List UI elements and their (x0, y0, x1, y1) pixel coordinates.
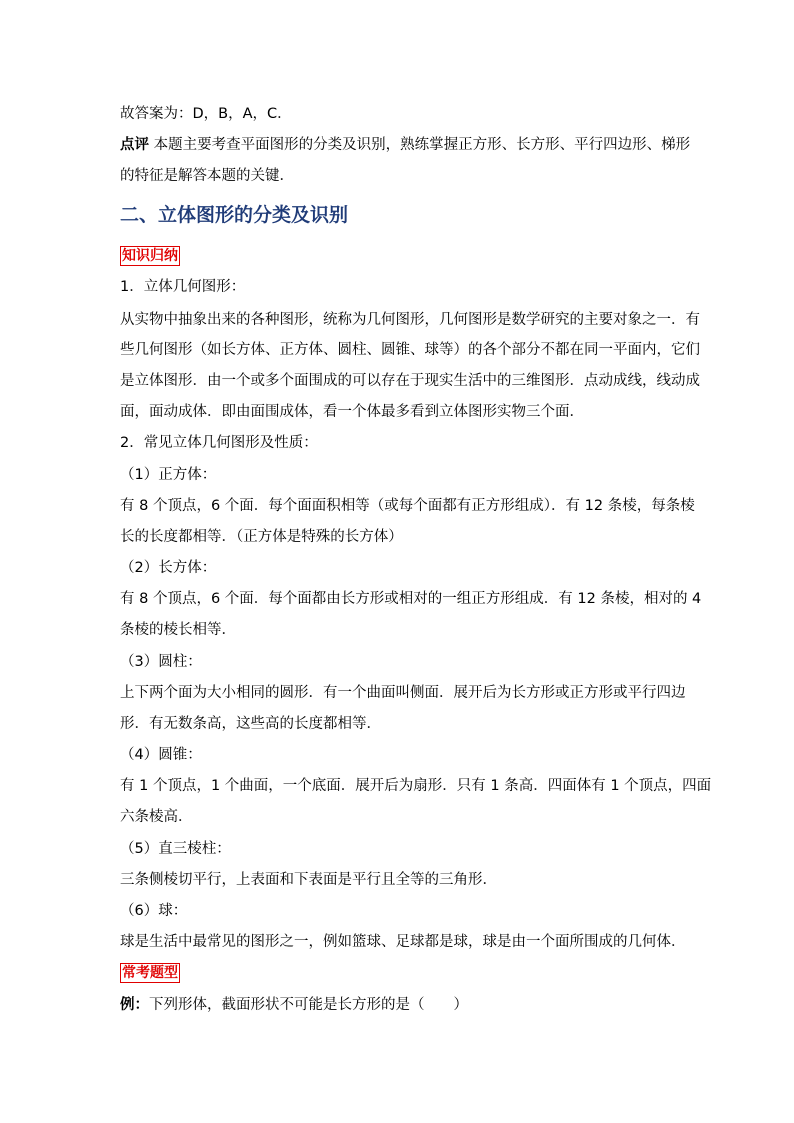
cylinder-title: （3）圆柱： (120, 654, 202, 670)
cuboid-line-1: 有 8 个顶点，6 个面．每个面都由长方形或相对的一组正方形组成．有 12 条棱，相对的 4 (120, 591, 702, 607)
cube-title: （1）正方体： (120, 467, 217, 483)
prism-line-1: 三条侧棱切平行，上表面和下表面是平行且全等的三角形． (120, 872, 497, 888)
sphere-line-1: 球是生活中最常见的图形之一，例如篮球、足球都是球，球是由一个面所围成的几何体． (120, 934, 686, 950)
exam-tag: 常考题型 (122, 965, 178, 981)
item1-line-4: 面，面动成体．即由面围成体，看一个体最多看到立体图形实物三个面． (120, 404, 584, 420)
knowledge-tag: 知识归纳 (122, 248, 178, 264)
example-line (120, 995, 680, 1015)
cone-title: （4）圆锥： (120, 747, 202, 763)
comment-label: 点评 (120, 137, 149, 153)
cone-line-1: 有 1 个顶点，1 个曲面，一个底面．展开后为扇形．只有 1 条高．四面体有 1 个顶点，四面 (120, 778, 712, 794)
cube-line-2: 长的长度都相等．（正方体是特殊的长方体） (120, 529, 403, 545)
item1-line-1: 从实物中抽象出来的各种图形，统称为几何图形，几何图形是数学研究的主要对象之一．有 (120, 312, 700, 328)
item1-line-3: 是立体图形．由一个或多个面围成的可以存在于现实生活中的三维图形．点动成线，线动成 (120, 373, 700, 389)
cylinder-line-2: 形．有无数条高，这些高的长度都相等． (120, 716, 381, 732)
cylinder-line-1: 上下两个面为大小相同的圆形．有一个曲面叫侧面．展开后为长方形或正方形或平行四边 (120, 685, 686, 701)
prism-title: （5）直三棱柱： (120, 841, 231, 857)
example-text: 下列形体，截面形状不可能是长方形的是（ ） (149, 997, 468, 1013)
comment-text-1: 本题主要考查平面图形的分类及识别，熟练掌握正方形、长方形、平行四边形、梯形 (153, 137, 691, 153)
cuboid-line-2: 条棱的棱长相等． (120, 622, 236, 638)
cone-line-2: 六条棱高． (120, 809, 193, 825)
example-label: 例： (120, 997, 149, 1013)
item1-line-2: 些几何图形（如长方体、正方体、圆柱、圆锥、球等）的各个部分不都在同一平面内，它们 (120, 342, 700, 358)
comment-line-1 (120, 135, 691, 155)
item1-title: 1．立体几何图形： (120, 279, 246, 295)
sphere-title: （6）球： (120, 903, 188, 919)
item2-title: 2．常见立体几何图形及性质： (120, 435, 318, 451)
cube-line-1: 有 8 个顶点，6 个面．每个面面积相等（或每个面都有正方形组成）．有 12 条棱，每条棱 (120, 498, 695, 514)
answer-line: 故答案为：D，B，A，C． (120, 106, 292, 122)
comment-line-2: 的特征是解答本题的关键． (120, 168, 294, 184)
cuboid-title: （2）长方体： (120, 560, 217, 576)
section-heading: 二、立体图形的分类及识别 (120, 204, 349, 226)
